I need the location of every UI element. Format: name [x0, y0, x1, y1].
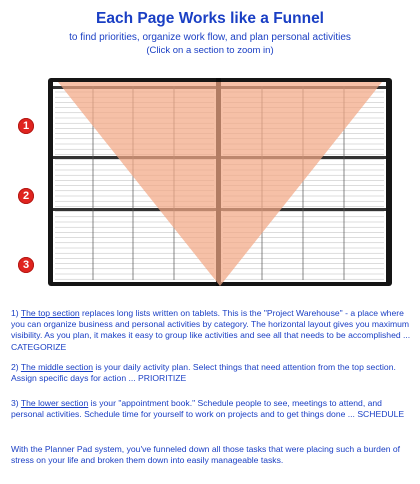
top-section-link[interactable]: The top section — [20, 308, 80, 318]
planner-funnel-figure — [0, 58, 420, 300]
lower-section-text: is your "appointment book." Schedule people to see, meetings to attend, and personal activities. Schedule time for yourself to work on projects and to get things done ... SCHEDULE — [11, 398, 405, 420]
zoom-instruction: (Click on a section to zoom in) — [146, 45, 274, 56]
top-section-zoom-area[interactable] — [48, 82, 392, 160]
middle-section-text: is your daily activity plan. Select things that need attention from the top section. Assign specific days for action ... PRIORITIZE — [11, 362, 396, 384]
lower-section-zoom-area[interactable] — [48, 214, 392, 284]
section-2-badge[interactable]: 2 — [18, 188, 34, 204]
middle-section-description — [11, 362, 411, 384]
top-section-text: replaces long lists written on tablets. This is the "Project Warehouse" - a place where you can organize business and personal activities by category. The horizontal layout gives you maximum visibility. As you plan, it makes it easy to group like activities and see all that needs to be accomplished ... CATEGORIZE — [11, 308, 411, 352]
top-section-description — [11, 308, 411, 353]
lower-section-number: 3) — [11, 398, 21, 408]
lower-section-link[interactable]: The lower section — [20, 398, 89, 408]
top-section-number: 1) — [11, 308, 21, 318]
middle-section-number: 2) — [11, 362, 21, 372]
middle-section-zoom-area[interactable] — [48, 160, 392, 214]
lower-section-description — [11, 398, 411, 420]
page-subtitle: to find priorities, organize work flow, and plan personal activities — [69, 32, 351, 43]
section-1-badge[interactable]: 1 — [18, 118, 34, 134]
page-title: Each Page Works like a Funnel — [96, 10, 324, 27]
section-3-badge[interactable]: 3 — [18, 257, 34, 273]
middle-section-link[interactable]: The middle section — [20, 362, 94, 372]
closing-paragraph: With the Planner Pad system, you've funneled down all those tasks that were placing such a burden of stress on your life and broken them down into easily manageable tasks. — [11, 444, 401, 466]
